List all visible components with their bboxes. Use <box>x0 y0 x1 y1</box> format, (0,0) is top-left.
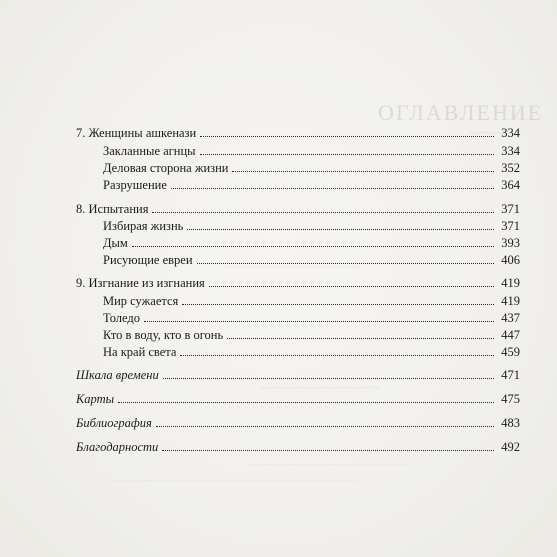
toc-chapter-entry[interactable] <box>76 120 520 140</box>
toc-entry-title: Кто в воду, кто в огонь <box>103 328 224 342</box>
toc-entry-page: 419 <box>501 276 520 290</box>
bleed-through-decoration: ~~~~~~~~~~~~~~~~~~~~~~~~~~~~~~~~~~~~~~~~~~~~~~~~~~~ <box>110 476 359 486</box>
toc-entry-title: Дым <box>103 236 128 250</box>
dot-leader <box>162 450 494 451</box>
toc-entry-title: Мир сужается <box>103 294 179 308</box>
toc-backmatter-entry[interactable] <box>76 362 520 382</box>
toc-entry-page: 492 <box>501 440 520 454</box>
dot-leader <box>118 402 494 403</box>
toc-entry-page: 483 <box>501 416 520 430</box>
toc-entry-title: 9. Изгнание из изгнания <box>76 276 205 290</box>
bleed-through-decoration: ~~~~~~~~~~~~~~~~~~~~~~~~~~~ <box>200 398 332 408</box>
toc-entry-page: 352 <box>501 161 520 175</box>
bleed-through-decoration: ~~~~~~~ <box>470 128 508 139</box>
toc-entry-page: 459 <box>501 345 520 359</box>
dot-leader <box>156 426 494 427</box>
bleed-through-decoration: ~~~~~~~~~~~~~~~~~~~~ <box>260 382 380 394</box>
toc-entry-page: 393 <box>501 236 520 250</box>
toc-entry-title: 8. Испытания <box>76 202 149 216</box>
toc-entry-page: 475 <box>501 392 520 406</box>
toc-entry-page: 406 <box>501 253 520 267</box>
toc-entry-title: Разрушение <box>103 178 167 192</box>
toc-entry-title: Деловая сторона жизни <box>103 161 229 175</box>
toc-entry-title: Толедо <box>103 311 141 325</box>
dot-leader <box>197 263 494 264</box>
toc-entry-page: 334 <box>501 126 520 140</box>
toc-entry-title: Закланные агнцы <box>103 144 196 158</box>
toc-entry-title: Карты <box>76 392 115 406</box>
toc-backmatter-entry[interactable] <box>76 410 520 430</box>
toc-entry-page: 371 <box>501 219 520 233</box>
dot-leader <box>180 355 494 356</box>
toc-chapter-entry[interactable] <box>76 270 520 290</box>
bleed-through-decoration: ОГЛАВЛЕНИЕ <box>378 100 544 125</box>
toc-entry-title: На край света <box>103 345 177 359</box>
dot-leader <box>163 378 494 379</box>
toc-entry-page: 371 <box>501 202 520 216</box>
dot-leader <box>200 136 494 137</box>
toc-entry-title: Благодарности <box>76 440 159 454</box>
toc-entry-title: Шкала времени <box>76 368 159 382</box>
toc-section-entry[interactable] <box>103 339 520 359</box>
toc-entry-title: Рисующие евреи <box>103 253 193 267</box>
toc-entry-page: 447 <box>501 328 520 342</box>
toc-entry-page: 419 <box>501 294 520 308</box>
bleed-through-decoration: ~~~~~~~~~~~~~~~~~~~~~~~~~~~~~~~~ <box>250 460 406 470</box>
dot-leader <box>209 286 494 287</box>
toc-section-entry[interactable] <box>103 172 520 192</box>
bleed-through-decoration: ~~~~~~~~~~~~~~~~~~~~~~~~~~~~ <box>225 262 362 272</box>
toc-entry-page: 471 <box>501 368 520 382</box>
toc-entry-page: 364 <box>501 178 520 192</box>
dot-leader <box>171 188 494 189</box>
toc-entry-title: Библиография <box>76 416 152 430</box>
toc-backmatter-entry[interactable] <box>76 434 520 454</box>
toc-section-entry[interactable] <box>103 247 520 267</box>
toc-entry-page: 437 <box>501 311 520 325</box>
toc-entry-page: 334 <box>501 144 520 158</box>
toc-entry-title: Избирая жизнь <box>103 219 184 233</box>
toc-backmatter-entry[interactable] <box>76 386 520 406</box>
toc-entry-title: 7. Женщины ашкенази <box>76 126 197 140</box>
